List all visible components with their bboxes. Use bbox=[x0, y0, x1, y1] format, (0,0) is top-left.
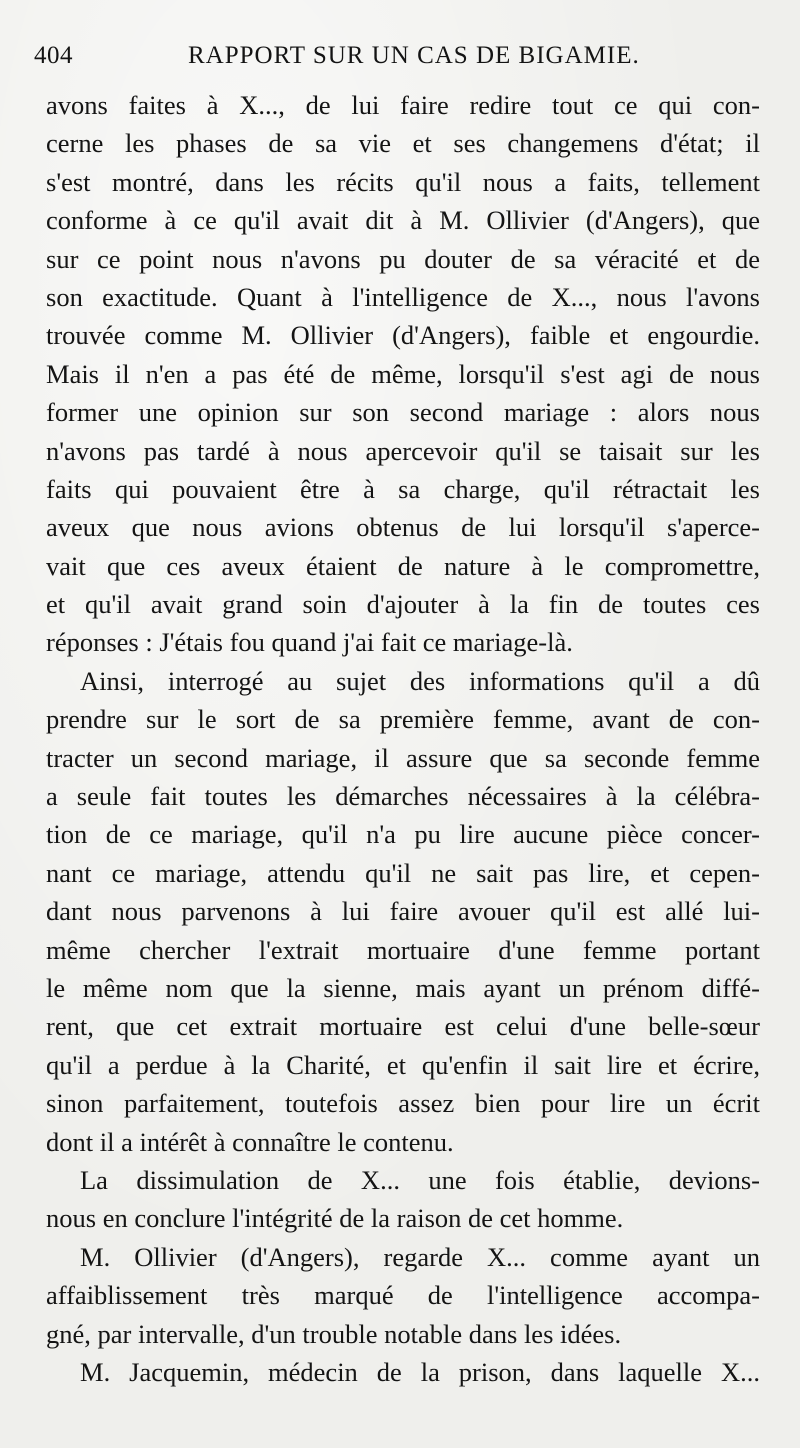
running-title: RAPPORT SUR UN CAS DE BIGAMIE. bbox=[188, 42, 640, 69]
text-line: avons faites à X..., de lui faire redire tout ce qui con- bbox=[46, 90, 760, 120]
text-line: rent, que cet extrait mortuaire est celui d'une belle-sœur bbox=[46, 1011, 760, 1042]
text-line: gné, par intervalle, d'un trouble notable dans les idées. bbox=[46, 1318, 622, 1349]
text-line: prendre sur le sort de sa première femme, avant de con- bbox=[46, 704, 760, 735]
text-line: former une opinion sur son second mariage : alors nous bbox=[46, 397, 760, 428]
text-line: s'est montré, dans les récits qu'il nous a faits, tellement bbox=[46, 166, 760, 197]
text-line: aveux que nous avions obtenus de lui lorsqu'il s'aperce- bbox=[46, 512, 760, 543]
text-line: son exactitude. Quant à l'intelligence de X..., nous l'avons bbox=[46, 281, 760, 312]
text-line: réponses : J'étais fou quand j'ai fait ce mariage-là. bbox=[46, 627, 573, 658]
text-line: Ainsi, interrogé au sujet des informations qu'il a dû bbox=[80, 665, 760, 696]
text-line: dant nous parvenons à lui faire avouer qu'il est allé lui- bbox=[46, 896, 760, 927]
text-line: n'avons pas tardé à nous apercevoir qu'il se taisait sur les bbox=[46, 435, 760, 466]
text-line: tracter un second mariage, il assure que sa seconde femme bbox=[46, 742, 760, 773]
text-line: cerne les phases de sa vie et ses changemens d'état; il bbox=[46, 128, 760, 159]
text-line: dont il a intérêt à connaître le contenu. bbox=[46, 1126, 454, 1157]
text-line: le même nom que la sienne, mais ayant un prénom diffé- bbox=[46, 972, 760, 1003]
text-line: faits qui pouvaient être à sa charge, qu'il rétractait les bbox=[46, 473, 760, 504]
text-line: La dissimulation de X... une fois établie, devions- bbox=[80, 1164, 760, 1195]
text-line: affaiblissement très marqué de l'intelligence accompa- bbox=[46, 1280, 760, 1311]
page-number: 404 bbox=[34, 42, 73, 69]
text-line: trouvée comme M. Ollivier (d'Angers), faible et engourdie. bbox=[46, 320, 760, 351]
text-line: M. Ollivier (d'Angers), regarde X... comme ayant un bbox=[80, 1241, 760, 1272]
text-line: conforme à ce qu'il avait dit à M. Ollivier (d'Angers), que bbox=[46, 205, 760, 236]
text-line: nant ce mariage, attendu qu'il ne sait pas lire, et cepen- bbox=[46, 857, 760, 888]
text-line: sur ce point nous n'avons pu douter de sa véracité et de bbox=[46, 243, 760, 274]
text-line: vait que ces aveux étaient de nature à le compromettre, bbox=[46, 550, 760, 581]
text-line: M. Jacquemin, médecin de la prison, dans laquelle X... bbox=[80, 1356, 760, 1387]
text-line: sinon parfaitement, toutefois assez bien pour lire un écrit bbox=[46, 1088, 760, 1119]
text-line: tion de ce mariage, qu'il n'a pu lire aucune pièce concer- bbox=[46, 819, 760, 850]
text-line: qu'il a perdue à la Charité, et qu'enfin il sait lire et écrire, bbox=[46, 1049, 760, 1080]
page-header bbox=[34, 42, 764, 82]
body-text bbox=[46, 86, 760, 1391]
text-line: a seule fait toutes les démarches nécessaires à la célébra- bbox=[46, 781, 760, 812]
text-line: Mais il n'en a pas été de même, lorsqu'il s'est agi de nous bbox=[46, 358, 760, 389]
text-line: même chercher l'extrait mortuaire d'une femme portant bbox=[46, 934, 760, 965]
text-line: nous en conclure l'intégrité de la raison de cet homme. bbox=[46, 1203, 624, 1234]
text-line: et qu'il avait grand soin d'ajouter à la fin de toutes ces bbox=[46, 589, 760, 620]
